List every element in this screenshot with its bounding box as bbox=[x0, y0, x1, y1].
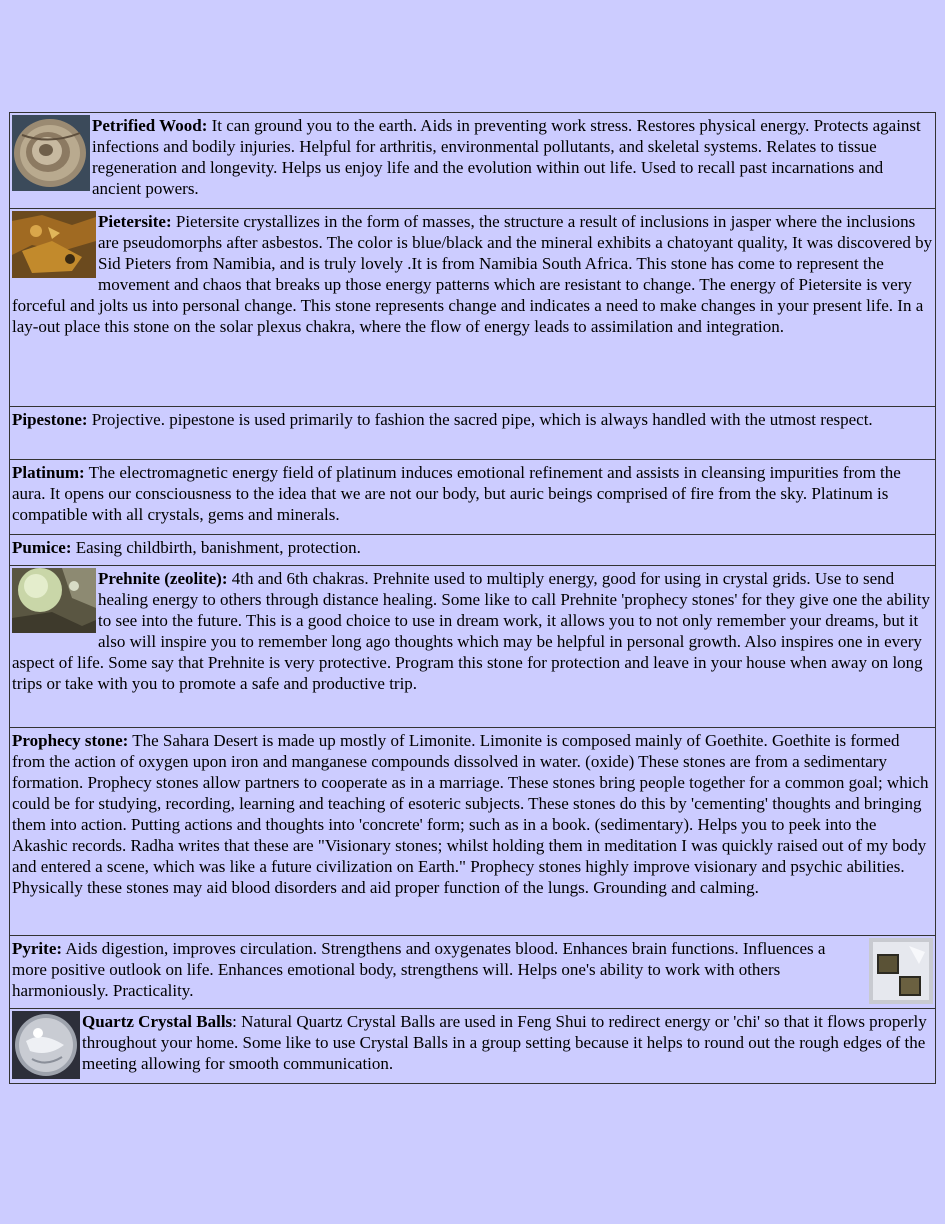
stone-cell bbox=[10, 407, 936, 460]
stone-cell bbox=[10, 1009, 936, 1084]
stone-description: It can ground you to the earth. Aids in preventing work stress. Restores physical energy. Protects against infections and bodily injuries. Helpful for arthritis, environmental pollutants, and skeletal systems. Relates to tissue regeneration and longevity. Helps us enjoy life and the evolution within out life. Used to recall past incarnations and ancient powers. bbox=[92, 116, 921, 198]
stone-cell bbox=[10, 535, 936, 566]
stone-description: Projective. pipestone is used primarily to fashion the sacred pipe, which is always handled with the utmost respect. bbox=[87, 410, 873, 429]
stone-row bbox=[10, 535, 936, 566]
pietersite-image bbox=[12, 211, 96, 278]
stone-row bbox=[10, 113, 936, 209]
stone-row bbox=[10, 460, 936, 535]
stone-description: The electromagnetic energy field of platinum induces emotional refinement and assists in cleansing impurities from the aura. It opens our consciousness to the idea that we are not our body, but auric beings comprised of fire from the sky. Platinum is compatible with all crystals, gems and minerals. bbox=[12, 463, 901, 524]
stone-name: Prehnite (zeolite): bbox=[98, 569, 228, 588]
stone-name: Pietersite: bbox=[98, 212, 172, 231]
stone-description: 4th and 6th chakras. Prehnite used to multiply energy, good for using in crystal grids. Use to send healing energy to others through distance healing. Some like to call Prehnite 'prophecy stones' for they give one the ability to see into the future. This is a good choice to use in dream work, it allows you to not only remember your dreams, but it also will inspire you to remember long ago thoughts which may be helpful in personal growth. Also inspires one in every aspect of life. Some say that Prehnite is very protective. Program this stone for protection and leave in your house when away on long trips or take with you to promote a safe and productive trip. bbox=[12, 569, 930, 693]
stone-cell bbox=[10, 936, 936, 1009]
stone-description: Easing childbirth, banishment, protection. bbox=[71, 538, 361, 557]
stone-name: Pumice: bbox=[12, 538, 72, 557]
stone-cell bbox=[10, 113, 936, 209]
stone-description: The Sahara Desert is made up mostly of Limonite. Limonite is composed mainly of Goethite. Goethite is formed from the action of oxygen upon iron and manganese compounds dissolved in water. (oxide) These stones are from a sedimentary formation. Prophecy stones allow partners to cooperate as in a marriage. These stones bring people together for a common goal; which could be for studying, recording, learning and teaching of esoteric subjects. These stones do this by 'cementing' thoughts and bringing them into action. Putting actions and thoughts into 'concrete' form; such as in a book. (sedimentary). Helps you to peek into the Akashic records. Radha writes that these are "Visionary stones; whilst holding them in meditation I was quickly raised out of my body and entered a scene, which was like a future civilization on Earth." Prophecy stones highly improve visionary and psychic abilities. Physically these stones may aid blood disorders and aid proper function of the lungs. Grounding and calming. bbox=[12, 731, 929, 897]
stone-description: : Natural Quartz Crystal Balls are used in Feng Shui to redirect energy or 'chi' so that it flows properly throughout your home. Some like to use Crystal Balls in a group setting because it helps to round out the rough edges of the meeting allowing for smooth communication. bbox=[82, 1012, 927, 1073]
pyrite-image bbox=[869, 938, 933, 1004]
stone-row bbox=[10, 566, 936, 728]
stone-row bbox=[10, 209, 936, 407]
stone-table bbox=[9, 112, 936, 1084]
stone-row bbox=[10, 407, 936, 460]
stone-name: Quartz Crystal Balls bbox=[82, 1012, 233, 1031]
stone-description: Pietersite crystallizes in the form of masses, the structure a result of inclusions in jasper where the inclusions are pseudomorphs after asbestos. The color is blue/black and the mineral exhibits a chatoyant quality, It was discovered by Sid Pieters from Namibia, and is truly lovely .It is from Namibia South Africa. This stone has come to represent the movement and chaos that breaks up those energy patterns which are resistant to change. The energy of Pietersite is very forceful and jolts us into personal change. This stone represents change and indicates a need to make changes in your present life. In a lay-out place this stone on the solar plexus chakra, where the flow of energy leads to assimilation and integration. bbox=[12, 212, 933, 336]
stone-cell bbox=[10, 460, 936, 535]
prehnite-image bbox=[12, 568, 96, 633]
stone-cell bbox=[10, 209, 936, 407]
stone-description: Aids digestion, improves circulation. Strengthens and oxygenates blood. Enhances brain functions. Influences a more positive outlook on life. Enhances emotional body, strengthens will. Helps one's ability to work with others harmoniously. Practicality. bbox=[12, 939, 826, 1000]
stone-name: Pipestone: bbox=[12, 410, 88, 429]
petrified-wood-image bbox=[12, 115, 90, 191]
stone-row bbox=[10, 1009, 936, 1084]
stone-row bbox=[10, 728, 936, 936]
stone-name: Pyrite: bbox=[12, 939, 63, 958]
stone-name: Platinum: bbox=[12, 463, 85, 482]
stone-name: Petrified Wood: bbox=[92, 116, 208, 135]
stone-cell bbox=[10, 728, 936, 936]
stone-name: Prophecy stone: bbox=[12, 731, 129, 750]
stone-cell bbox=[10, 566, 936, 728]
stone-row bbox=[10, 936, 936, 1009]
quartz-crystal-ball-image bbox=[12, 1011, 80, 1079]
